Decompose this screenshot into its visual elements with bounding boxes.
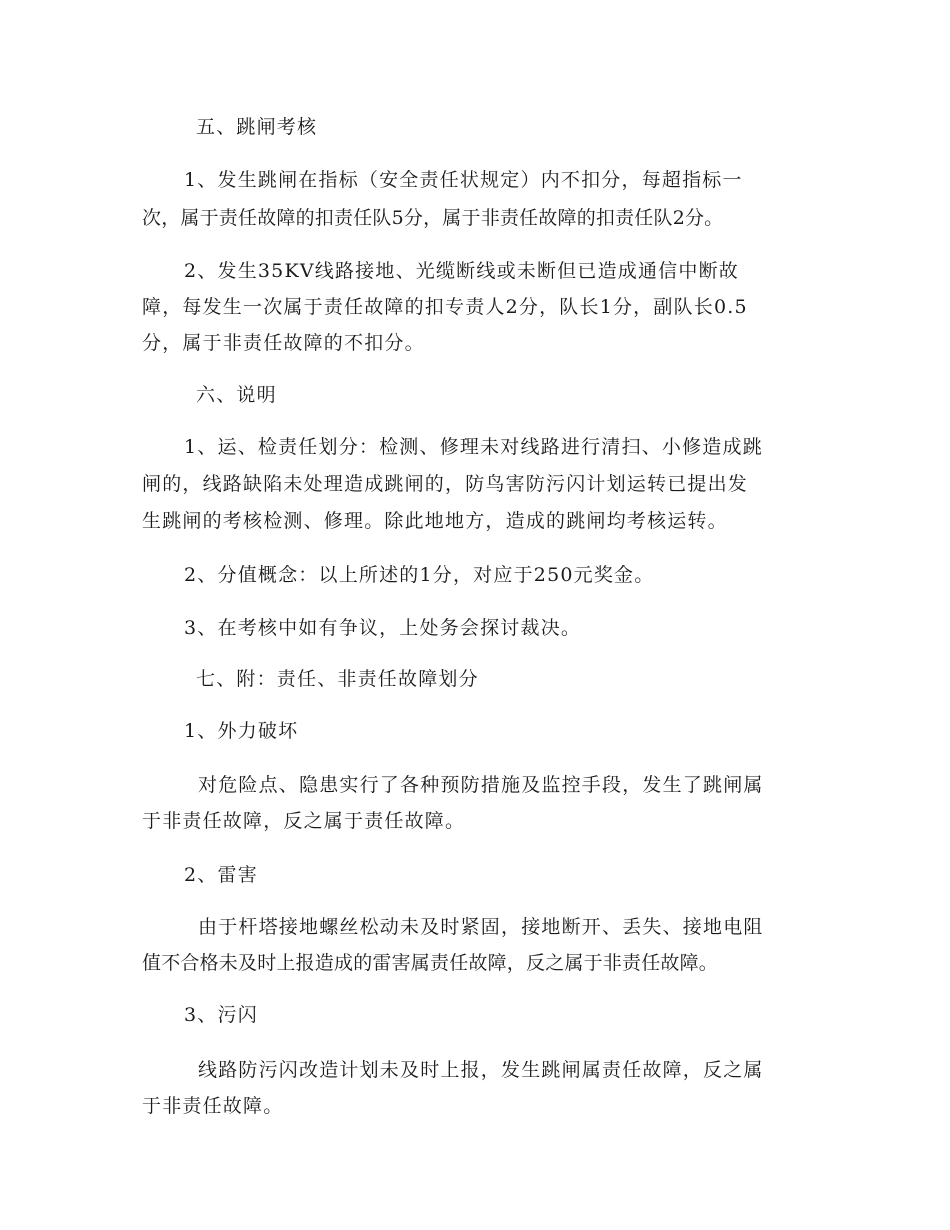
paragraph-line: 对危险点、隐患实行了各种预防措施及监控手段，发生了跳闸属 (198, 774, 764, 796)
subsection-heading: 1、外力破坏 (184, 720, 299, 742)
paragraph-line: 线路防污闪改造计划未及时上报，发生跳闸属责任故障，反之属 (198, 1059, 764, 1081)
paragraph-line: 2、分值概念：以上所述的1分，对应于250元奖金。 (184, 564, 655, 586)
paragraph-line: 生跳闸的考核检测、修理。除此地地方，造成的跳闸均考核运转。 (142, 510, 728, 532)
paragraph-line: 1、运、检责任划分：检测、修理未对线路进行清扫、小修造成跳 (184, 436, 763, 458)
paragraph-line: 于非责任故障。 (142, 1095, 284, 1117)
paragraph-line: 闸的，线路缺陷未处理造成跳闸的，防鸟害防污闪计划运转已提出发 (142, 473, 749, 495)
paragraph-line: 2、发生35KV线路接地、光缆断线或未断但已造成通信中断故 (184, 260, 739, 282)
section-heading-6: 六、说明 (196, 384, 277, 406)
subsection-heading: 2、雷害 (184, 864, 258, 886)
paragraph-line: 分，属于非责任故障的不扣分。 (142, 332, 425, 354)
paragraph-line: 于非责任故障，反之属于责任故障。 (142, 810, 466, 832)
paragraph-line: 障，每发生一次属于责任故障的扣专责人2分，队长1分，副队长0.5 (142, 296, 748, 318)
paragraph-line: 1、发生跳闸在指标（安全责任状规定）内不扣分，每超指标一 (184, 169, 743, 191)
paragraph-line: 3、在考核中如有争议，上处务会探讨裁决。 (184, 617, 582, 639)
paragraph-line: 值不合格未及时上报造成的雷害属责任故障，反之属于非责任故障。 (142, 952, 719, 974)
subsection-heading: 3、污闪 (184, 1004, 258, 1026)
section-heading-5: 五、跳闸考核 (196, 116, 318, 138)
paragraph-line: 次，属于责任故障的扣责任队5分，属于非责任故障的扣责任队2分。 (142, 207, 724, 229)
section-heading-7: 七、附：责任、非责任故障划分 (196, 668, 479, 690)
paragraph-line: 由于杆塔接地螺丝松动未及时紧固，接地断开、丢失、接地电阻 (198, 916, 764, 938)
